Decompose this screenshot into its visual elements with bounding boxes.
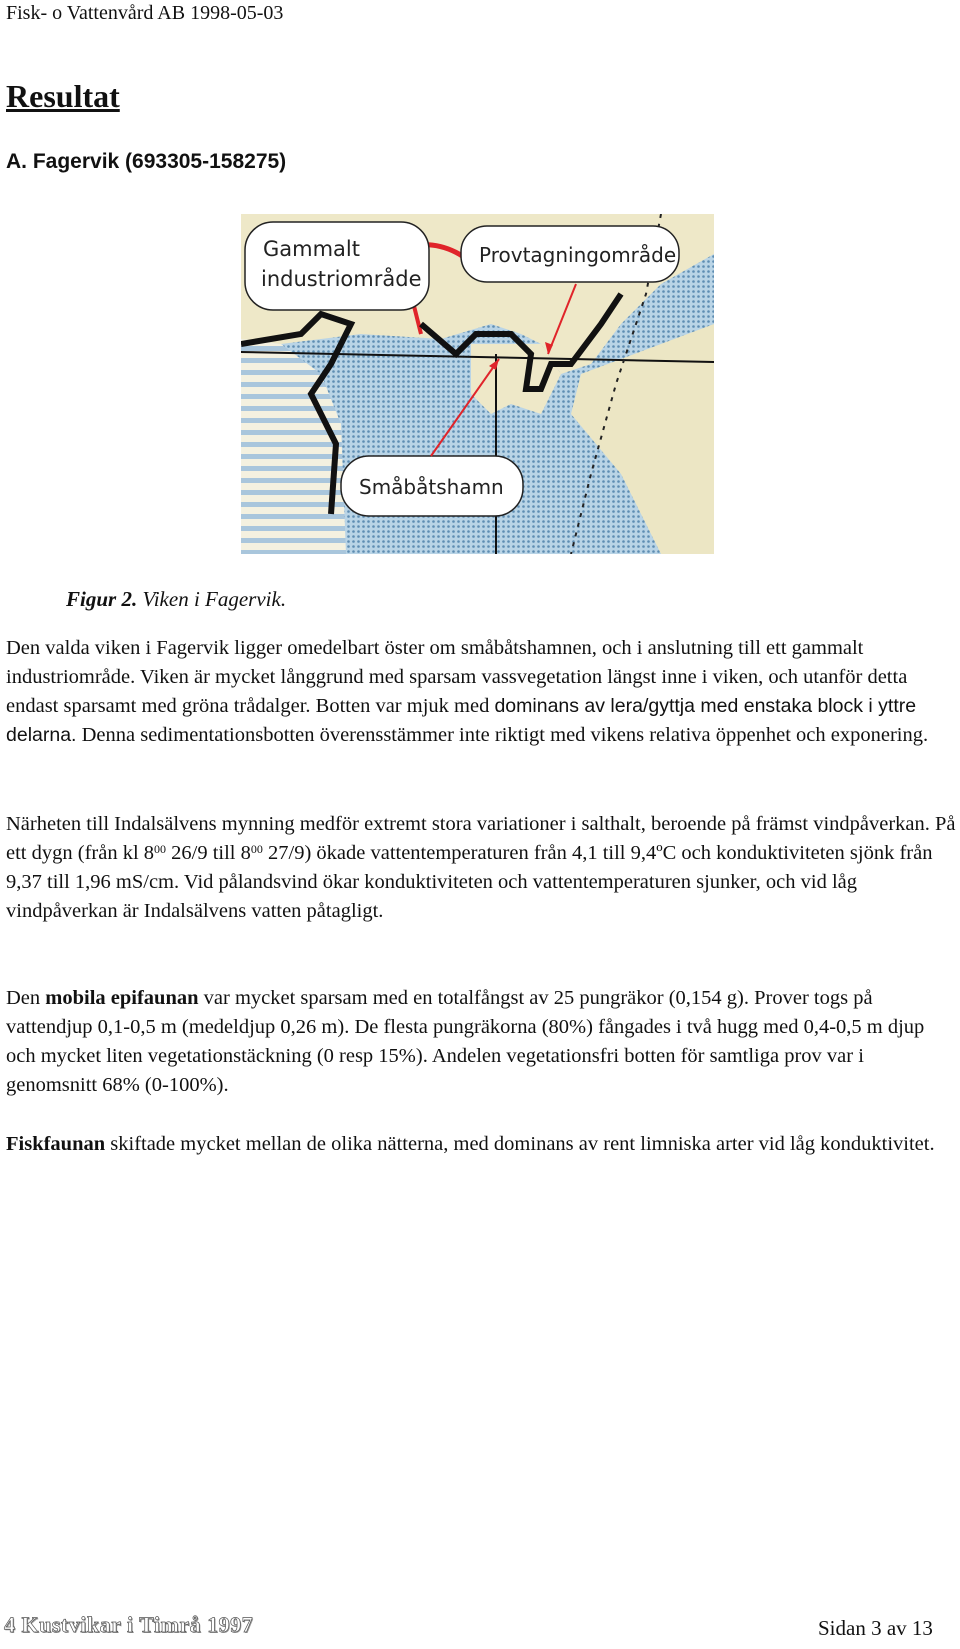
p2-text-b: 26/9 till 8 bbox=[166, 842, 251, 864]
p1-text-b: dominans av lera/gyttja med enstaka block i yttre delarna. bbox=[6, 695, 917, 746]
p1-text-c: Denna sedimentationsbotten överensstämmer inte riktigt med vikens relativa öppenhet och exponering. bbox=[76, 724, 929, 746]
paragraph-2 bbox=[6, 810, 956, 926]
paragraph-1 bbox=[6, 634, 956, 750]
p4-text-a: skiftade mycket mellan de olika nätterna, med dominans av rent limniska arter vid låg konduktivitet. bbox=[105, 1133, 935, 1155]
caption-text: Viken i Fagervik. bbox=[137, 587, 287, 611]
p3-text-a: Den bbox=[6, 987, 46, 1009]
p1-text-a: Den valda viken i Fagervik ligger omedelbart öster om småbåtshamnen, och i anslutning till ett gammalt industriområde. Viken är mycket långgrund med sparsam vassvegetation längst inne i viken, och utanför detta endast sparsamt med gröna trådalger. Botten var mjuk med bbox=[6, 637, 908, 717]
footer-report-title: 4 Kustvikar i Timrå 1997 bbox=[4, 1612, 254, 1637]
figure-caption bbox=[66, 587, 286, 612]
p2-sup-2: 00 bbox=[250, 842, 263, 856]
p2-sup-1: 00 bbox=[154, 842, 167, 856]
map-image bbox=[241, 214, 714, 554]
label-industri-1: Gammalt bbox=[263, 237, 360, 261]
page-title: Resultat bbox=[6, 78, 120, 114]
p2-text-c: 27/9) ökade vattentemperaturen från 4,1 till 9,4ºC och konduktiviteten sjönk från 9,37 till 1,96 mS/cm. Vid pålandsvind ökar konduktiviteten och vattentemperaturen sjunker, och vid låg vindpåverkan är Indalsälvens vatten påtagligt. bbox=[6, 842, 933, 922]
label-smabat: Småbåtshamn bbox=[359, 475, 504, 499]
footer-page-number: Sidan 3 av 13 bbox=[818, 1616, 933, 1640]
p3-text-b: var mycket sparsam med en totalfångst av 25 pungräkor (0,154 g). Prover togs på vattendjup 0,1-0,5 m (medeldjup 0,26 m). De flesta pungräkorna (80%) fångades i två hugg med 0,4-0,5 m djup och mycket liten vegetationstäckning (0 resp 15%). Andelen vegetationsfri botten för samtliga prov var i genomsnitt 68% (0-100%). bbox=[6, 987, 925, 1096]
page-header: Fisk- o Vattenvård AB 1998-05-03 bbox=[6, 2, 284, 24]
map-figure bbox=[241, 214, 714, 554]
paragraph-3 bbox=[6, 984, 956, 1100]
p3-bold: mobila epifaunan bbox=[45, 987, 199, 1009]
callout-industri bbox=[245, 222, 429, 310]
section-heading: A. Fagervik (693305-158275) bbox=[6, 150, 287, 173]
label-prov: Provtagningområde bbox=[479, 243, 677, 267]
paragraph-4 bbox=[6, 1130, 956, 1159]
caption-label: Figur 2. bbox=[66, 587, 138, 611]
p4-bold: Fiskfaunan bbox=[6, 1133, 106, 1155]
label-industri-2: industriområde bbox=[261, 267, 422, 291]
p2-text-a: Närheten till Indalsälvens mynning medför extremt stora variationer i salthalt, beroende på främst vindpåverkan. På ett dygn (från kl 8 bbox=[6, 813, 956, 864]
